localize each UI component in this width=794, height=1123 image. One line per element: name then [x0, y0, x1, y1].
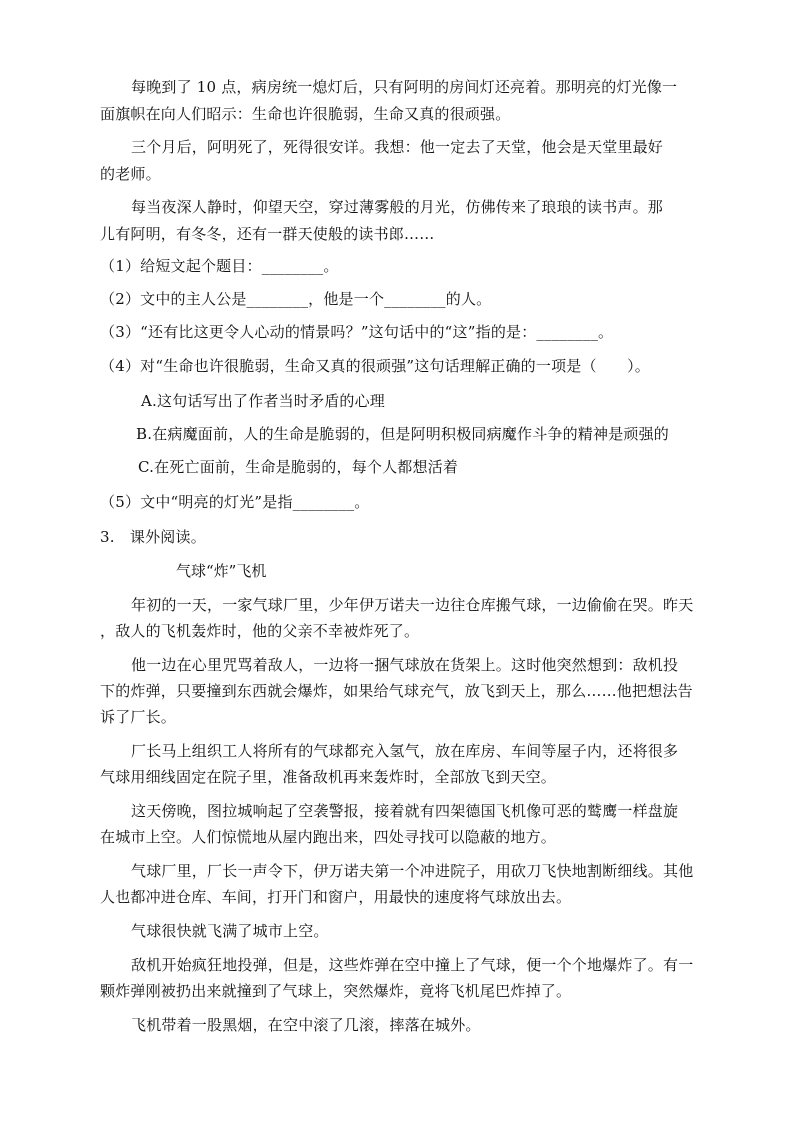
question-3: （3）“还有比这更令人心动的情景吗？”这句话中的“这”指的是：________。 — [100, 323, 614, 341]
story-p1-line2: ，敌人的飞机轰炸时，他的父亲不幸被炸死了。 — [100, 622, 420, 640]
story-p2-line2: 下的炸弹，只要撞到东西就会爆炸，如果给气球充气，放飞到天上，那么……他把想法告 — [100, 682, 693, 700]
story-p7-line1: 敌机开始疯狂地投弹，但是，这些炸弹在空中撞上了气球，便一个个地爆炸了。有一 — [131, 956, 694, 974]
story-p5-line1: 气球厂里，厂长一声令下，伊万诺夫第一个冲进院子，用砍刀飞快地割断细线。其他 — [131, 862, 694, 880]
passage1-p2-line1: 三个月后，阿明死了，死得很安详。我想：他一定去了天堂，他会是天堂里最好 — [131, 138, 664, 156]
passage1-p1-line1: 每晚到了 10 点，病房统一熄灯后，只有阿明的房间灯还亮着。那明亮的灯光像一 — [131, 78, 678, 96]
story-p2-line1: 他一边在心里咒骂着敌人，一边将一捆气球放在货架上。这时他突然想到：敌机投 — [131, 656, 679, 674]
section3-heading: 3. 课外阅读。 — [100, 528, 206, 546]
passage1-p3-line2: 儿有阿明，有冬冬，还有一群天使般的读书郎…… — [100, 225, 435, 243]
story-p6-line1: 气球很快就飞满了城市上空。 — [131, 922, 329, 940]
story-p2-line3: 诉了厂长。 — [100, 708, 177, 726]
passage1-p3-line1: 每当夜深人静时，仰望天空，穿过薄雾般的月光，仿佛传来了琅琅的读书声。那 — [131, 198, 664, 216]
story-p3-line2: 气球用细线固定在院子里，准备敌机再来轰炸时，全部放飞到天空。 — [100, 768, 557, 786]
section3-story-title: 气球“炸”飞机 — [176, 562, 267, 580]
story-p5-line2: 人也都冲进仓库、车间，打开门和窗户，用最快的速度将气球放出去。 — [100, 888, 572, 906]
passage1-p1-line2: 面旗帜在向人们昭示：生命也许很脆弱，生命又真的很顽强。 — [100, 105, 511, 123]
story-p4-line1: 这天傍晚，图拉城响起了空袭警报，接着就有四架德国飞机像可恶的鹫鹰一样盘旋 — [131, 802, 679, 820]
question-4-option-b: B.在病魔面前，人的生命是脆弱的，但是阿明积极同病魔作斗争的精神是顽强的 — [136, 425, 669, 443]
question-4-option-c: C.在死亡面前，生命是脆弱的，每个人都想活着 — [138, 458, 459, 476]
story-p8-line1: 飞机带着一股黑烟，在空中滚了几滚，摔落在城外。 — [131, 1016, 481, 1034]
question-2: （2）文中的主人公是________，他是一个________的人。 — [100, 290, 492, 308]
question-4: （4）对“生命也许很脆弱，生命又真的很顽强”这句话理解正确的一项是（ ）。 — [100, 357, 650, 375]
question-5: （5）文中“明亮的灯光”是指________。 — [100, 493, 370, 511]
story-p1-line1: 年初的一天，一家气球厂里，少年伊万诺夫一边往仓库搬气球，一边偷偷在哭。昨天 — [131, 596, 694, 614]
story-p4-line2: 在城市上空。人们惊慌地从屋内跑出来，四处寻找可以隐蔽的地方。 — [100, 828, 557, 846]
question-4-option-a: A.这句话写出了作者当时矛盾的心理 — [141, 392, 386, 410]
story-p3-line1: 厂长马上组织工人将所有的气球都充入氢气，放在库房、车间等屋子内，还将很多 — [131, 742, 679, 760]
passage1-p2-line2: 的老师。 — [100, 165, 161, 183]
story-p7-line2: 颗炸弹刚被扔出来就撞到了气球上，突然爆炸，竟将飞机尾巴炸掉了。 — [100, 982, 572, 1000]
question-1: （1）给短文起个题目：________。 — [100, 257, 339, 275]
